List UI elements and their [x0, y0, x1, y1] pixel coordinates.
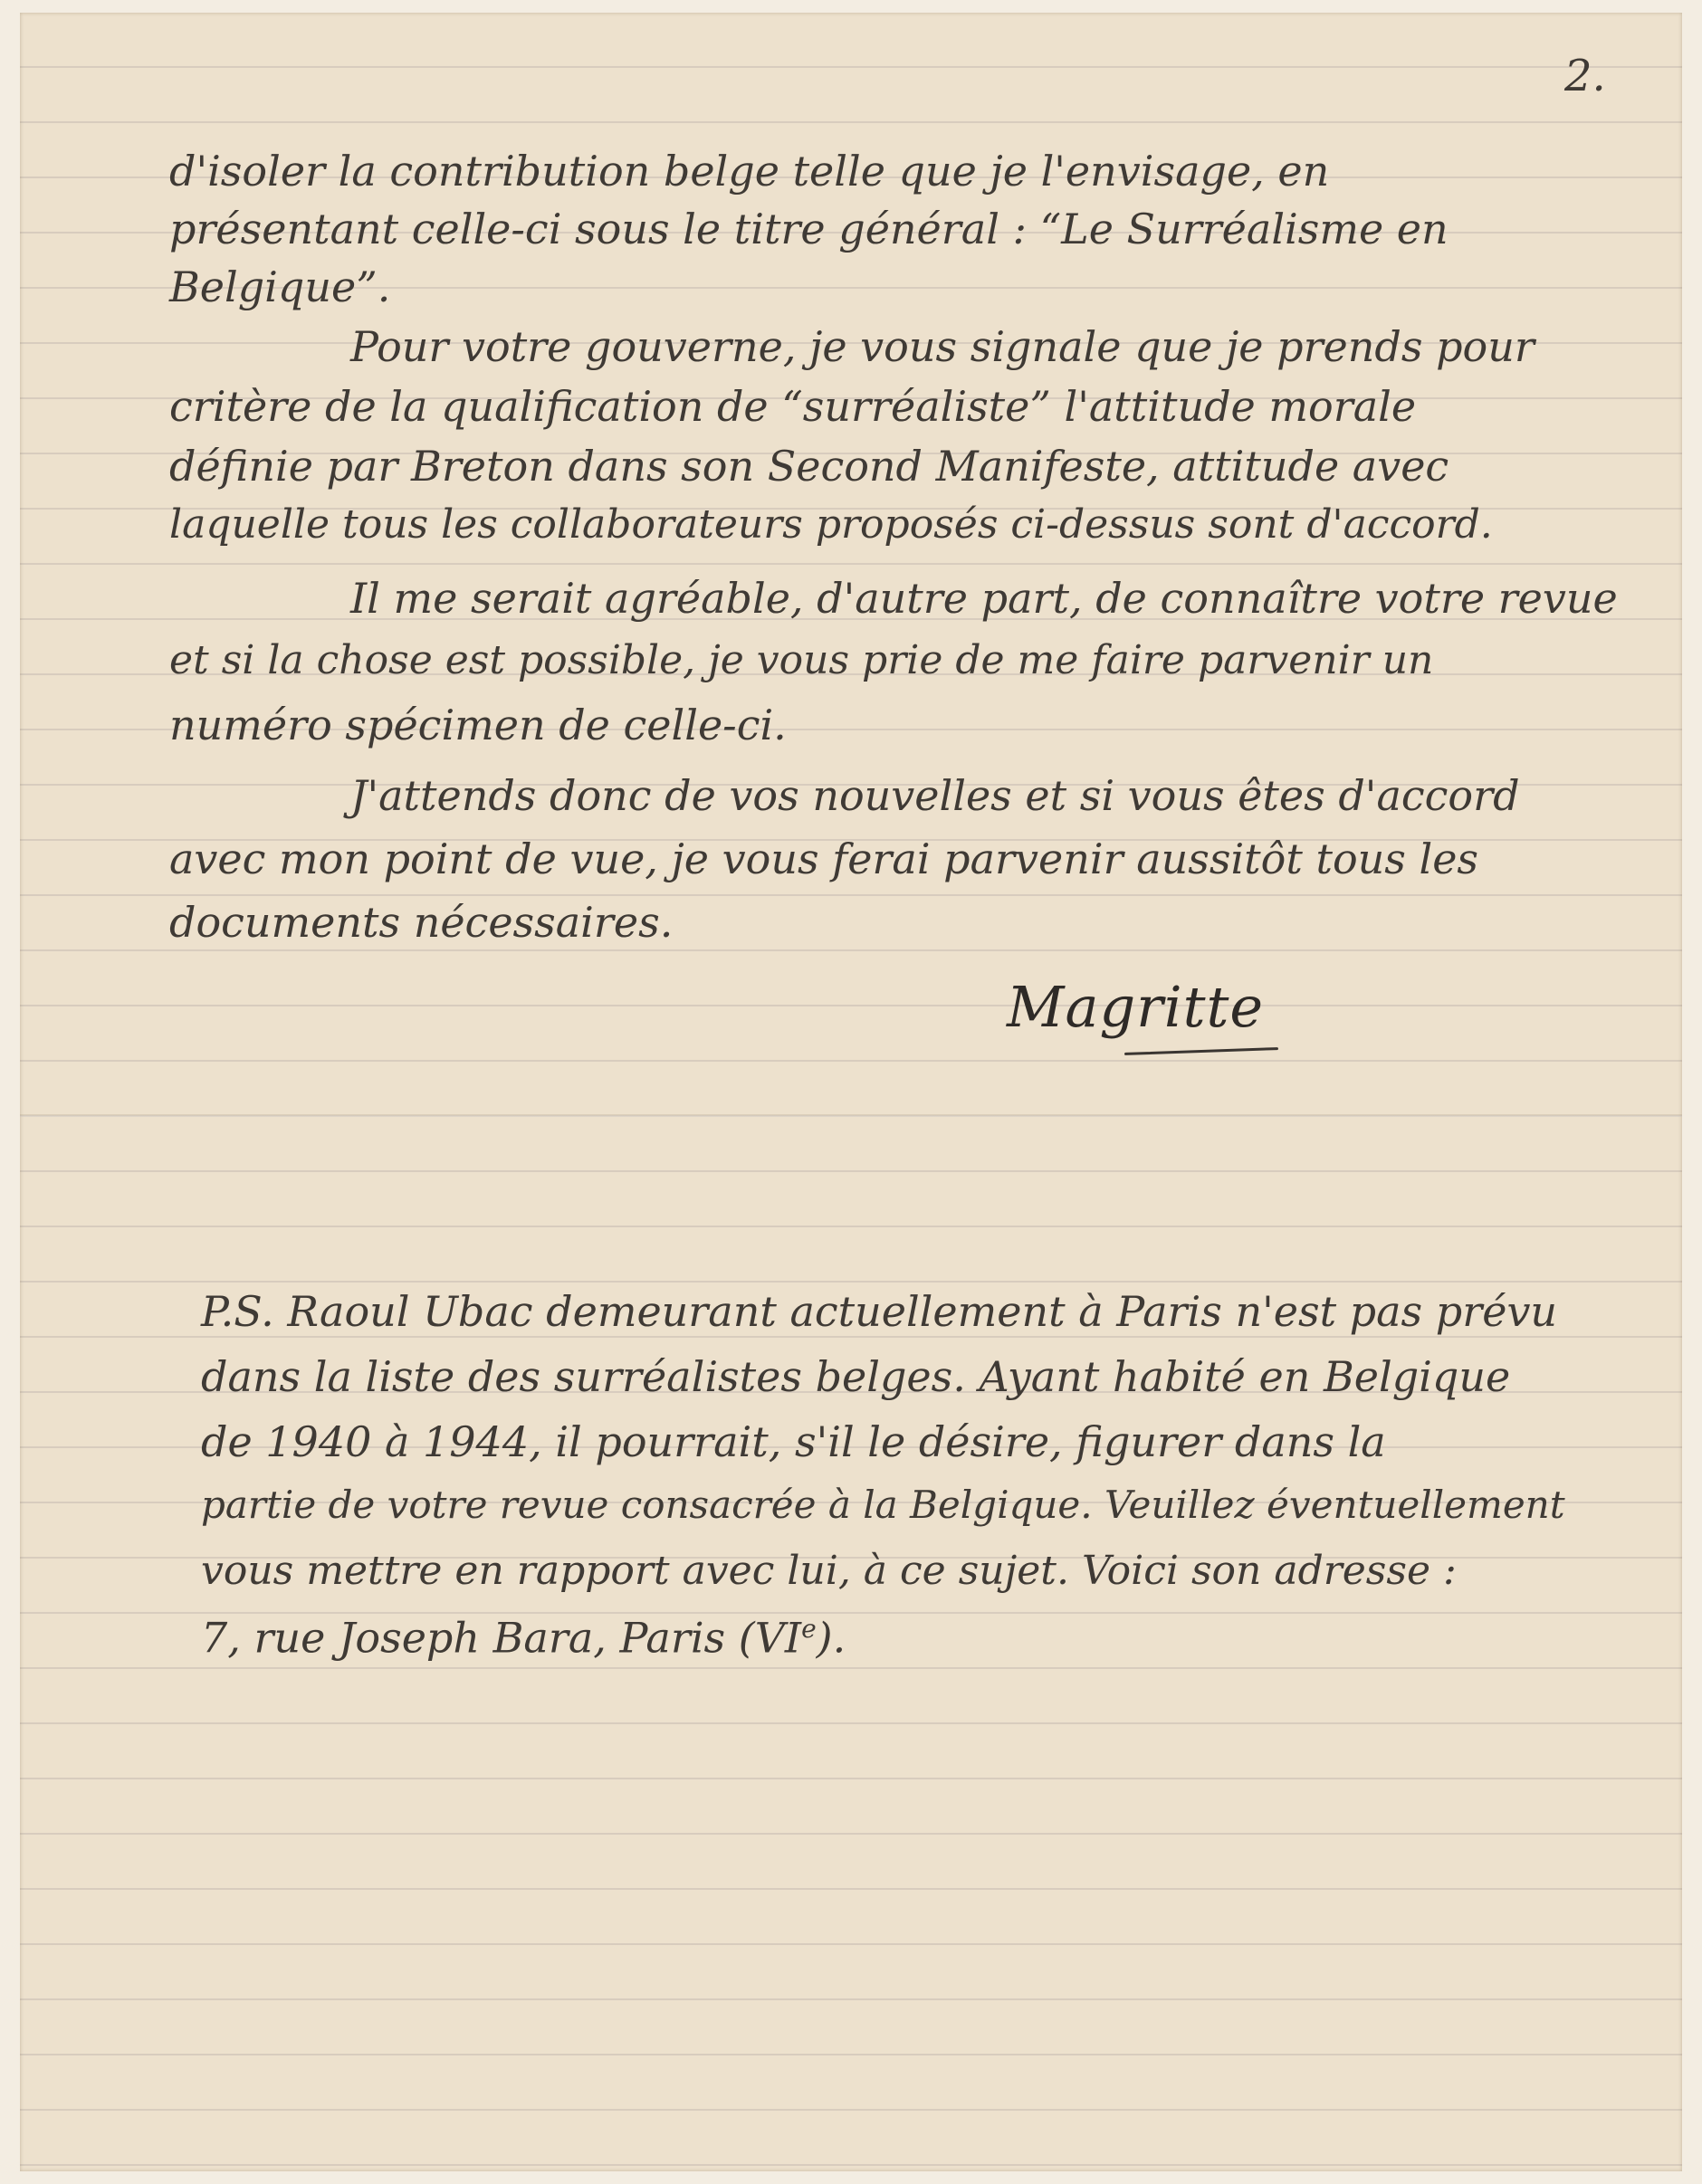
body-line: et si la chose est possible, je vous prie de me faire parvenir un [169, 637, 1434, 683]
body-line: J'attends donc de vos nouvelles et si vous êtes d'accord [350, 771, 1520, 820]
body-line: Pour votre gouverne, je vous signale que je prends pour [350, 322, 1535, 371]
ps-line: dans la liste des surréalistes belges. Ayant habité en Belgique [201, 1352, 1511, 1401]
body-line: Belgique”. [169, 262, 391, 311]
body-line: laquelle tous les collaborateurs proposés ci-dessus sont d'accord. [169, 501, 1493, 548]
body-line: numéro spécimen de celle-ci. [169, 701, 787, 749]
ps-line: de 1940 à 1944, il pourrait, s'il le désire, figurer dans la [201, 1417, 1386, 1466]
body-line: Il me serait agréable, d'autre part, de connaître votre revue [350, 574, 1618, 623]
ps-line: vous mettre en rapport avec lui, à ce sujet. Voici son adresse : [201, 1548, 1457, 1594]
body-line: définie par Breton dans son Second Manifeste, attitude avec [169, 442, 1449, 491]
body-line: critère de la qualification de “surréaliste” l'attitude morale [169, 382, 1417, 431]
ps-line: partie de votre revue consacrée à la Belgique. Veuillez éventuellement [201, 1483, 1565, 1527]
letter-sheet [20, 13, 1682, 2171]
body-line: présentant celle-ci sous le titre général : “Le Surréalisme en [169, 205, 1449, 253]
fold-crease [20, 1114, 1682, 1117]
body-line: d'isoler la contribution belge telle que je l'envisage, en [169, 147, 1330, 196]
signature: Magritte [1007, 974, 1265, 1040]
body-line: avec mon point de vue, je vous ferai parvenir aussitôt tous les [169, 834, 1479, 883]
body-line: documents nécessaires. [169, 898, 674, 947]
signature-flourish [1124, 1047, 1278, 1055]
ps-line: P.S. Raoul Ubac demeurant actuellement à Paris n'est pas prévu [201, 1287, 1558, 1336]
ps-line: 7, rue Joseph Bara, Paris (VIe). [201, 1613, 846, 1663]
page-number: 2. [1564, 51, 1606, 101]
